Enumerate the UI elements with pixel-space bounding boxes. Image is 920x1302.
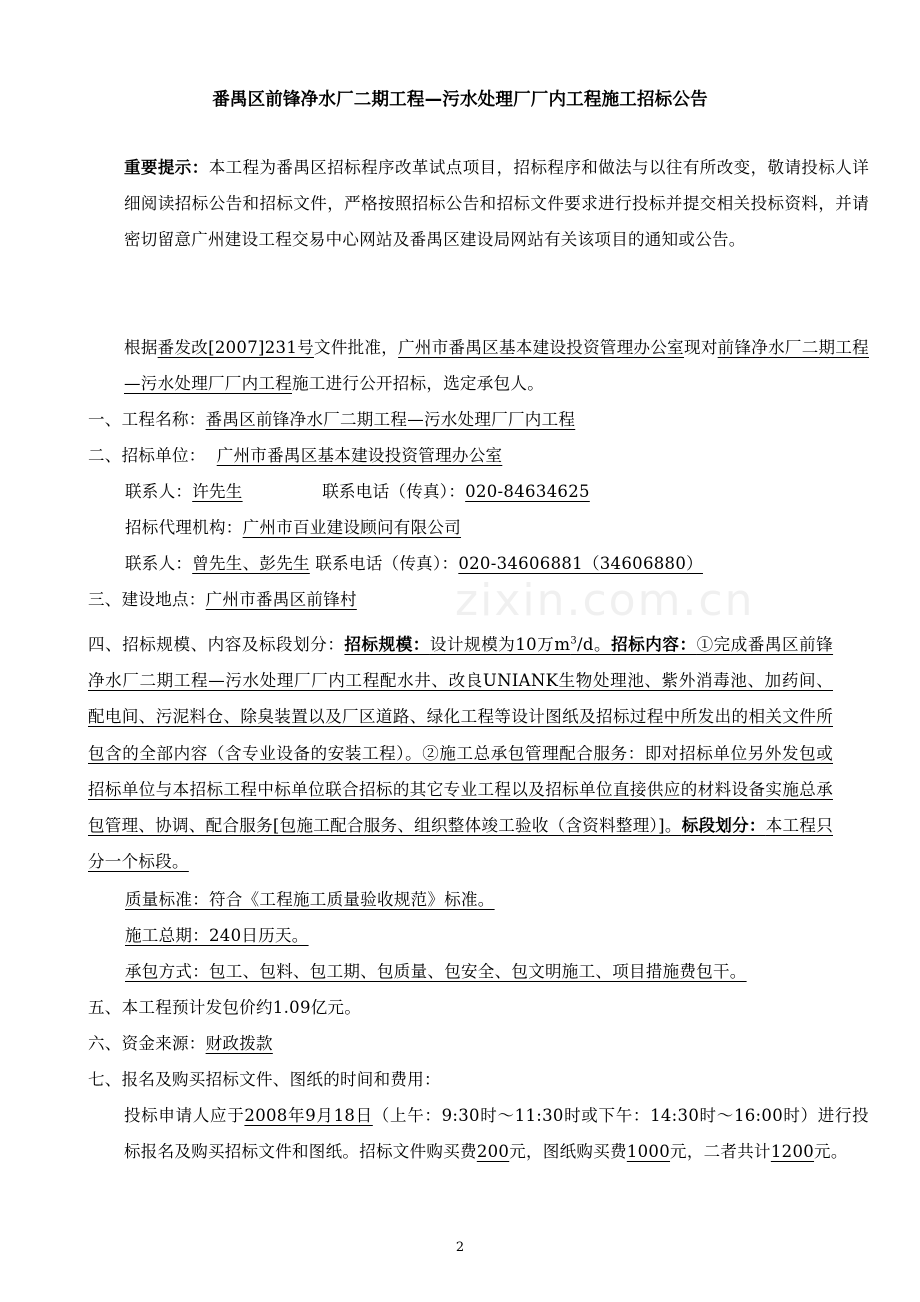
document-title: 番禺区前锋净水厂二期工程—污水处理厂厂内工程施工招标公告 <box>212 90 708 110</box>
project-name: 前锋净水厂二期工程—污水处理厂厂内工程 <box>124 338 869 393</box>
s2-phone-label: 联系电话（传真）： <box>322 482 466 501</box>
s2-contact: 许先生 <box>192 482 243 501</box>
s7-t3: 元，图纸购买费 <box>509 1142 627 1161</box>
s2-value: 广州市番禺区基本建设投资管理办公室 <box>216 446 503 465</box>
owner-name: 广州市番禺区基本建设投资管理办公室 <box>398 338 684 357</box>
s4-scale-text: 设计规模为10万m <box>429 635 571 654</box>
s4-duration <box>125 918 870 954</box>
s2-contact-line <box>125 474 870 510</box>
s2-agency: 广州市百业建设顾问有限公司 <box>242 518 462 537</box>
section-2 <box>88 438 833 474</box>
s7-label: 七、报名及购买招标文件、图纸的时间和费用： <box>88 1070 441 1089</box>
intro-t4: 施工进行公开招标，选定承包人。 <box>292 374 544 393</box>
section-6 <box>88 1026 833 1062</box>
s7-total-fee: 1200 <box>770 1142 815 1161</box>
s7-doc-fee: 200 <box>476 1142 510 1161</box>
s4-quality-text: 质量标准：符合《工程施工质量验收规范》标准。 <box>125 890 495 909</box>
s6-value: 财政拨款 <box>205 1034 273 1053</box>
s3-label: 三、建设地点： <box>88 590 206 609</box>
s1-label: 一、工程名称： <box>88 410 206 429</box>
s2-agency-phone-label: 联系电话（传真）： <box>315 554 459 573</box>
approval-doc: 番发改[2007]231号 <box>157 338 314 357</box>
s4-label: 四、招标规模、内容及标段划分： <box>88 635 345 654</box>
s6-label: 六、资金来源： <box>88 1034 206 1053</box>
section-4 <box>88 627 833 880</box>
intro-t1: 根据 <box>124 338 158 357</box>
s4-contract-mode-text: 承包方式：包工、包料、包工期、包质量、包安全、包文明施工、项目措施费包干。 <box>125 962 747 981</box>
page-number: 2 <box>455 1240 465 1255</box>
s7-t1: 投标申请人应于 <box>124 1106 245 1125</box>
s5-text: 五、本工程预计发包价约1.09亿元。 <box>88 998 362 1017</box>
intro-t3: 现对 <box>684 338 718 357</box>
s2-label: 二、招标单位： <box>88 446 206 465</box>
s2-agency-label: 招标代理机构： <box>125 518 243 537</box>
s4-quality <box>125 882 870 918</box>
s3-value: 广州市番禺区前锋村 <box>205 590 357 609</box>
intro-t2: 文件批准， <box>314 338 399 357</box>
s7-t2: （上午：9:30时～11:30时或下午：14:30时～16:00时）进行投标报名及购买招标文件和图纸。招标文件购买费 <box>124 1106 869 1161</box>
s7-drawing-fee: 1000 <box>626 1142 671 1161</box>
s4-content-text: ①完成番禺区前锋净水厂二期工程—污水处理厂厂内工程配水井、改良UNIANK生物处理池、紫外消毒池、加药间、配电间、污泥料仓、除臭装置以及厂区道路、绿化工程等设计图纸及招标过程中所发出的相关文件所包含的全部内容（含专业设备的安装工程）。②施工总承包管理配合服务：即对招标单位另外发包或招标单位与本招标工程中标单位联合招标的其它专业工程以及招标单位直接供应的材料设备实施总承包管理、协调、配合服务[包施工配合服务、组织整体竣工验收（含资料整理）]。 <box>88 635 834 836</box>
intro-paragraph <box>88 330 869 402</box>
notice-text: 本工程为番禺区招标程序改革试点项目，招标程序和做法与以往有所改变，敬请投标人详细阅读招标公告和招标文件，严格按照招标公告和招标文件要求进行投标并提交相关投标资料，并请密切留意广州建设工程交易中心网站及番禺区建设局网站有关该项目的通知或公告。 <box>124 158 870 249</box>
s2-agency-phone: 020-34606881（34606880） <box>458 554 703 573</box>
s4-contract-mode <box>125 954 870 990</box>
notice-label: 重要提示： <box>124 158 209 177</box>
s4-scale-label: 招标规模： <box>344 635 430 654</box>
section-1 <box>88 402 833 438</box>
important-notice <box>88 150 869 258</box>
s4-section-label: 标段划分： <box>681 816 766 836</box>
section-5 <box>88 990 833 1026</box>
s2-agency-contact-label: 联系人： <box>125 554 193 573</box>
s1-value: 番禺区前锋净水厂二期工程—污水处理厂厂内工程 <box>205 410 576 429</box>
s7-t4: 元，二者共计 <box>670 1142 771 1161</box>
s4-scale-sup: 3 <box>570 635 577 647</box>
s4-section-text: 本工程只分一个标段。 <box>88 816 833 872</box>
s2-contact-label: 联系人： <box>125 482 193 501</box>
s4-duration-text: 施工总期：240日历天。 <box>125 926 309 945</box>
watermark: zixin.com.cn <box>455 575 755 626</box>
s4-scale-unit: /d。 <box>576 635 612 654</box>
s7-t5: 元。 <box>814 1142 848 1161</box>
section-7 <box>88 1062 833 1098</box>
s2-phone: 020-84634625 <box>465 482 590 501</box>
s2-agency-line <box>125 510 870 546</box>
s7-date: 2008年9月18日 <box>244 1106 373 1125</box>
s4-content-label: 招标内容： <box>611 635 697 654</box>
s2-agency-contact: 曾先生、彭先生 <box>192 554 310 573</box>
s7-paragraph <box>88 1098 869 1170</box>
